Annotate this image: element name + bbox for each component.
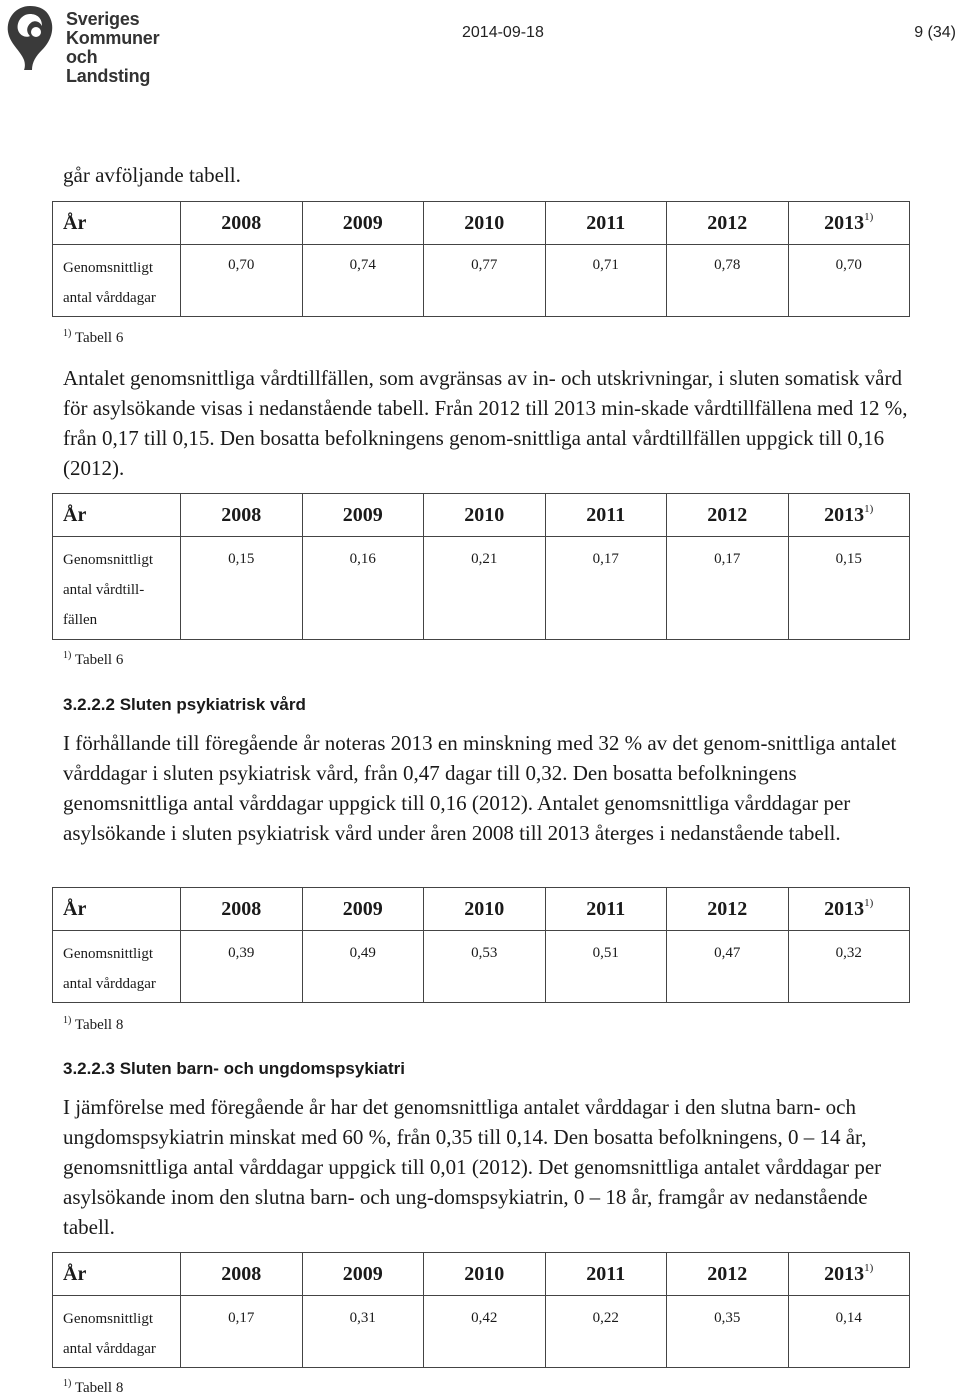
col-header-2013 [788,1253,910,1296]
table-cell: 0,15 [181,537,303,640]
col-header-2011: 2011 [545,202,667,245]
col-header-2010: 2010 [424,1253,546,1296]
table-cell: 0,51 [545,931,667,1003]
section-heading-psykiatrisk: 3.2.2.2 Sluten psykiatrisk vård [63,695,306,714]
col-header-year: År [53,202,181,245]
paragraph-bup: I jämförelse med föregående år har det genomsnittliga antalet vårddagar i den slutna barn- och ungdomspsykiatrin minskat med 60 %, från 0,35 till 0,14. Den bosatta befolkningens, 0 – 14 år, genomsnittliga antal vårddagar uppgick till 0,01 (2012). Det genomsnittliga antalet vårddagar per asylsökande inom den slutna barn- och ung-domspsykiatrin, 0 – 18 år, framgår av nedanstående tabell. [63,1095,882,1239]
logo-line-2: Kommuner [66,28,160,48]
row-label-line: antal vårddagar [63,976,156,992]
row-label-line: Genomsnittligt [63,946,153,962]
header-2013-text: 2013 [824,1263,865,1285]
col-header-2013 [788,202,910,245]
col-header-2008: 2008 [181,888,303,931]
col-header-2009: 2009 [302,202,424,245]
table-header-row [53,494,910,537]
table-cell: 0,15 [788,537,910,640]
footnote-marker: 1) [63,328,72,339]
row-label-line: antal vårddagar [63,1341,156,1357]
col-header-2010: 2010 [424,888,546,931]
paragraph-psykiatrisk: I förhållande till föregående år noteras 2013 en minskning med 32 % av det genom-snittliga antalet vårddagar i sluten psykiatrisk vård, från 0,47 dagar till 0,32. Den bosatta befolkningens genomsnittliga antal vårddagar uppgick till 0,16 (2012). Antalet genomsnittliga vårddagar per asylsökande i sluten psykiatrisk vård under åren 2008 till 2013 återges i nedanstående tabell. [63,731,897,845]
footnote-marker: 1) [864,503,874,515]
table-row [53,1296,910,1368]
table-cell: 0,21 [424,537,546,640]
row-label-line: Genomsnittligt [63,552,153,568]
table-footnote [63,650,123,669]
col-header-2010: 2010 [424,202,546,245]
table-vardtillfallen [52,493,910,640]
header-2013-text: 2013 [824,504,865,526]
table-cell: 0,42 [424,1296,546,1368]
page-header [0,0,960,86]
col-header-year: År [53,494,181,537]
footnote-marker: 1) [63,1015,72,1026]
footnote-marker: 1) [864,1262,874,1274]
table-cell: 0,53 [424,931,546,1003]
col-header-2008: 2008 [181,202,303,245]
table-footnote [63,1015,123,1034]
skl-logo [2,2,182,86]
row-label [53,1296,181,1368]
row-label [53,245,181,317]
table-footnote [63,328,123,347]
table-row [53,931,910,1003]
table-cell: 0,31 [302,1296,424,1368]
footnote-text: Tabell 8 [74,1017,124,1033]
row-label [53,537,181,640]
table-cell: 0,77 [424,245,546,317]
footnote-marker: 1) [864,897,874,909]
table-cell: 0,70 [788,245,910,317]
logo-line-3: och Landsting [66,47,151,86]
col-header-year: År [53,888,181,931]
col-header-2011: 2011 [545,494,667,537]
row-label-line: Genomsnittligt [63,1311,153,1327]
table-cell: 0,49 [302,931,424,1003]
footnote-marker: 1) [864,211,874,223]
table-cell: 0,74 [302,245,424,317]
footnote-text: Tabell 6 [74,330,124,346]
table-cell: 0,17 [667,537,789,640]
table-header-row [53,202,910,245]
page-number: 9 (34) [914,24,956,41]
row-label-line: fällen [63,612,98,628]
footnote-text: Tabell 6 [74,652,124,668]
header-2013-text: 2013 [824,212,865,234]
col-header-2011: 2011 [545,1253,667,1296]
row-label-line: Genomsnittligt [63,260,153,276]
col-header-2009: 2009 [302,494,424,537]
row-label-line: antal vårddagar [63,290,156,306]
col-header-2012: 2012 [667,1253,789,1296]
table-cell: 0,16 [302,537,424,640]
col-header-2013 [788,888,910,931]
row-label-line: antal vårdtill- [63,582,145,598]
table-vardagar-somatisk [52,201,910,317]
table-row [53,245,910,317]
col-header-2009: 2009 [302,1253,424,1296]
col-header-2012: 2012 [667,202,789,245]
table-cell: 0,71 [545,245,667,317]
col-header-2012: 2012 [667,494,789,537]
footnote-marker: 1) [63,650,72,661]
col-header-2010: 2010 [424,494,546,537]
header-2013-text: 2013 [824,898,865,920]
col-header-2013 [788,494,910,537]
row-label [53,931,181,1003]
table-cell: 0,39 [181,931,303,1003]
table-cell: 0,35 [667,1296,789,1368]
table-cell: 0,17 [545,537,667,640]
table-cell: 0,22 [545,1296,667,1368]
skl-emblem-icon [2,2,62,72]
table-bup-vard [52,1252,910,1368]
table-cell: 0,17 [181,1296,303,1368]
logo-line-1: Sveriges [66,9,140,29]
table-cell: 0,70 [181,245,303,317]
table-psykiatrisk-vard [52,887,910,1003]
col-header-2009: 2009 [302,888,424,931]
table-cell: 0,47 [667,931,789,1003]
col-header-2012: 2012 [667,888,789,931]
paragraph-vardtillfallen: Antalet genomsnittliga vårdtillfällen, som avgränsas av in- och utskrivningar, i sluten somatisk vård för asylsökande visas i nedanstående tabell. Från 2012 till 2013 min-skade vårdtillfällena med 12 %, från 0,17 till 0,15. Den bosatta befolkningens genom-snittliga antal vårdtillfällen uppgick till 0,16 (2012). [63,366,908,480]
document-date: 2014-09-18 [462,24,544,41]
col-header-2011: 2011 [545,888,667,931]
intro-text: går avföljande tabell. [63,163,241,187]
section-heading-bup: 3.2.2.3 Sluten barn- och ungdomspsykiatri [63,1059,405,1078]
table-footnote [63,1378,123,1397]
footnote-marker: 1) [63,1378,72,1389]
col-header-2008: 2008 [181,494,303,537]
table-cell: 0,78 [667,245,789,317]
table-row [53,537,910,640]
table-cell: 0,14 [788,1296,910,1368]
col-header-2008: 2008 [181,1253,303,1296]
table-header-row [53,1253,910,1296]
table-header-row [53,888,910,931]
col-header-year: År [53,1253,181,1296]
table-cell: 0,32 [788,931,910,1003]
footnote-text: Tabell 8 [74,1380,124,1396]
